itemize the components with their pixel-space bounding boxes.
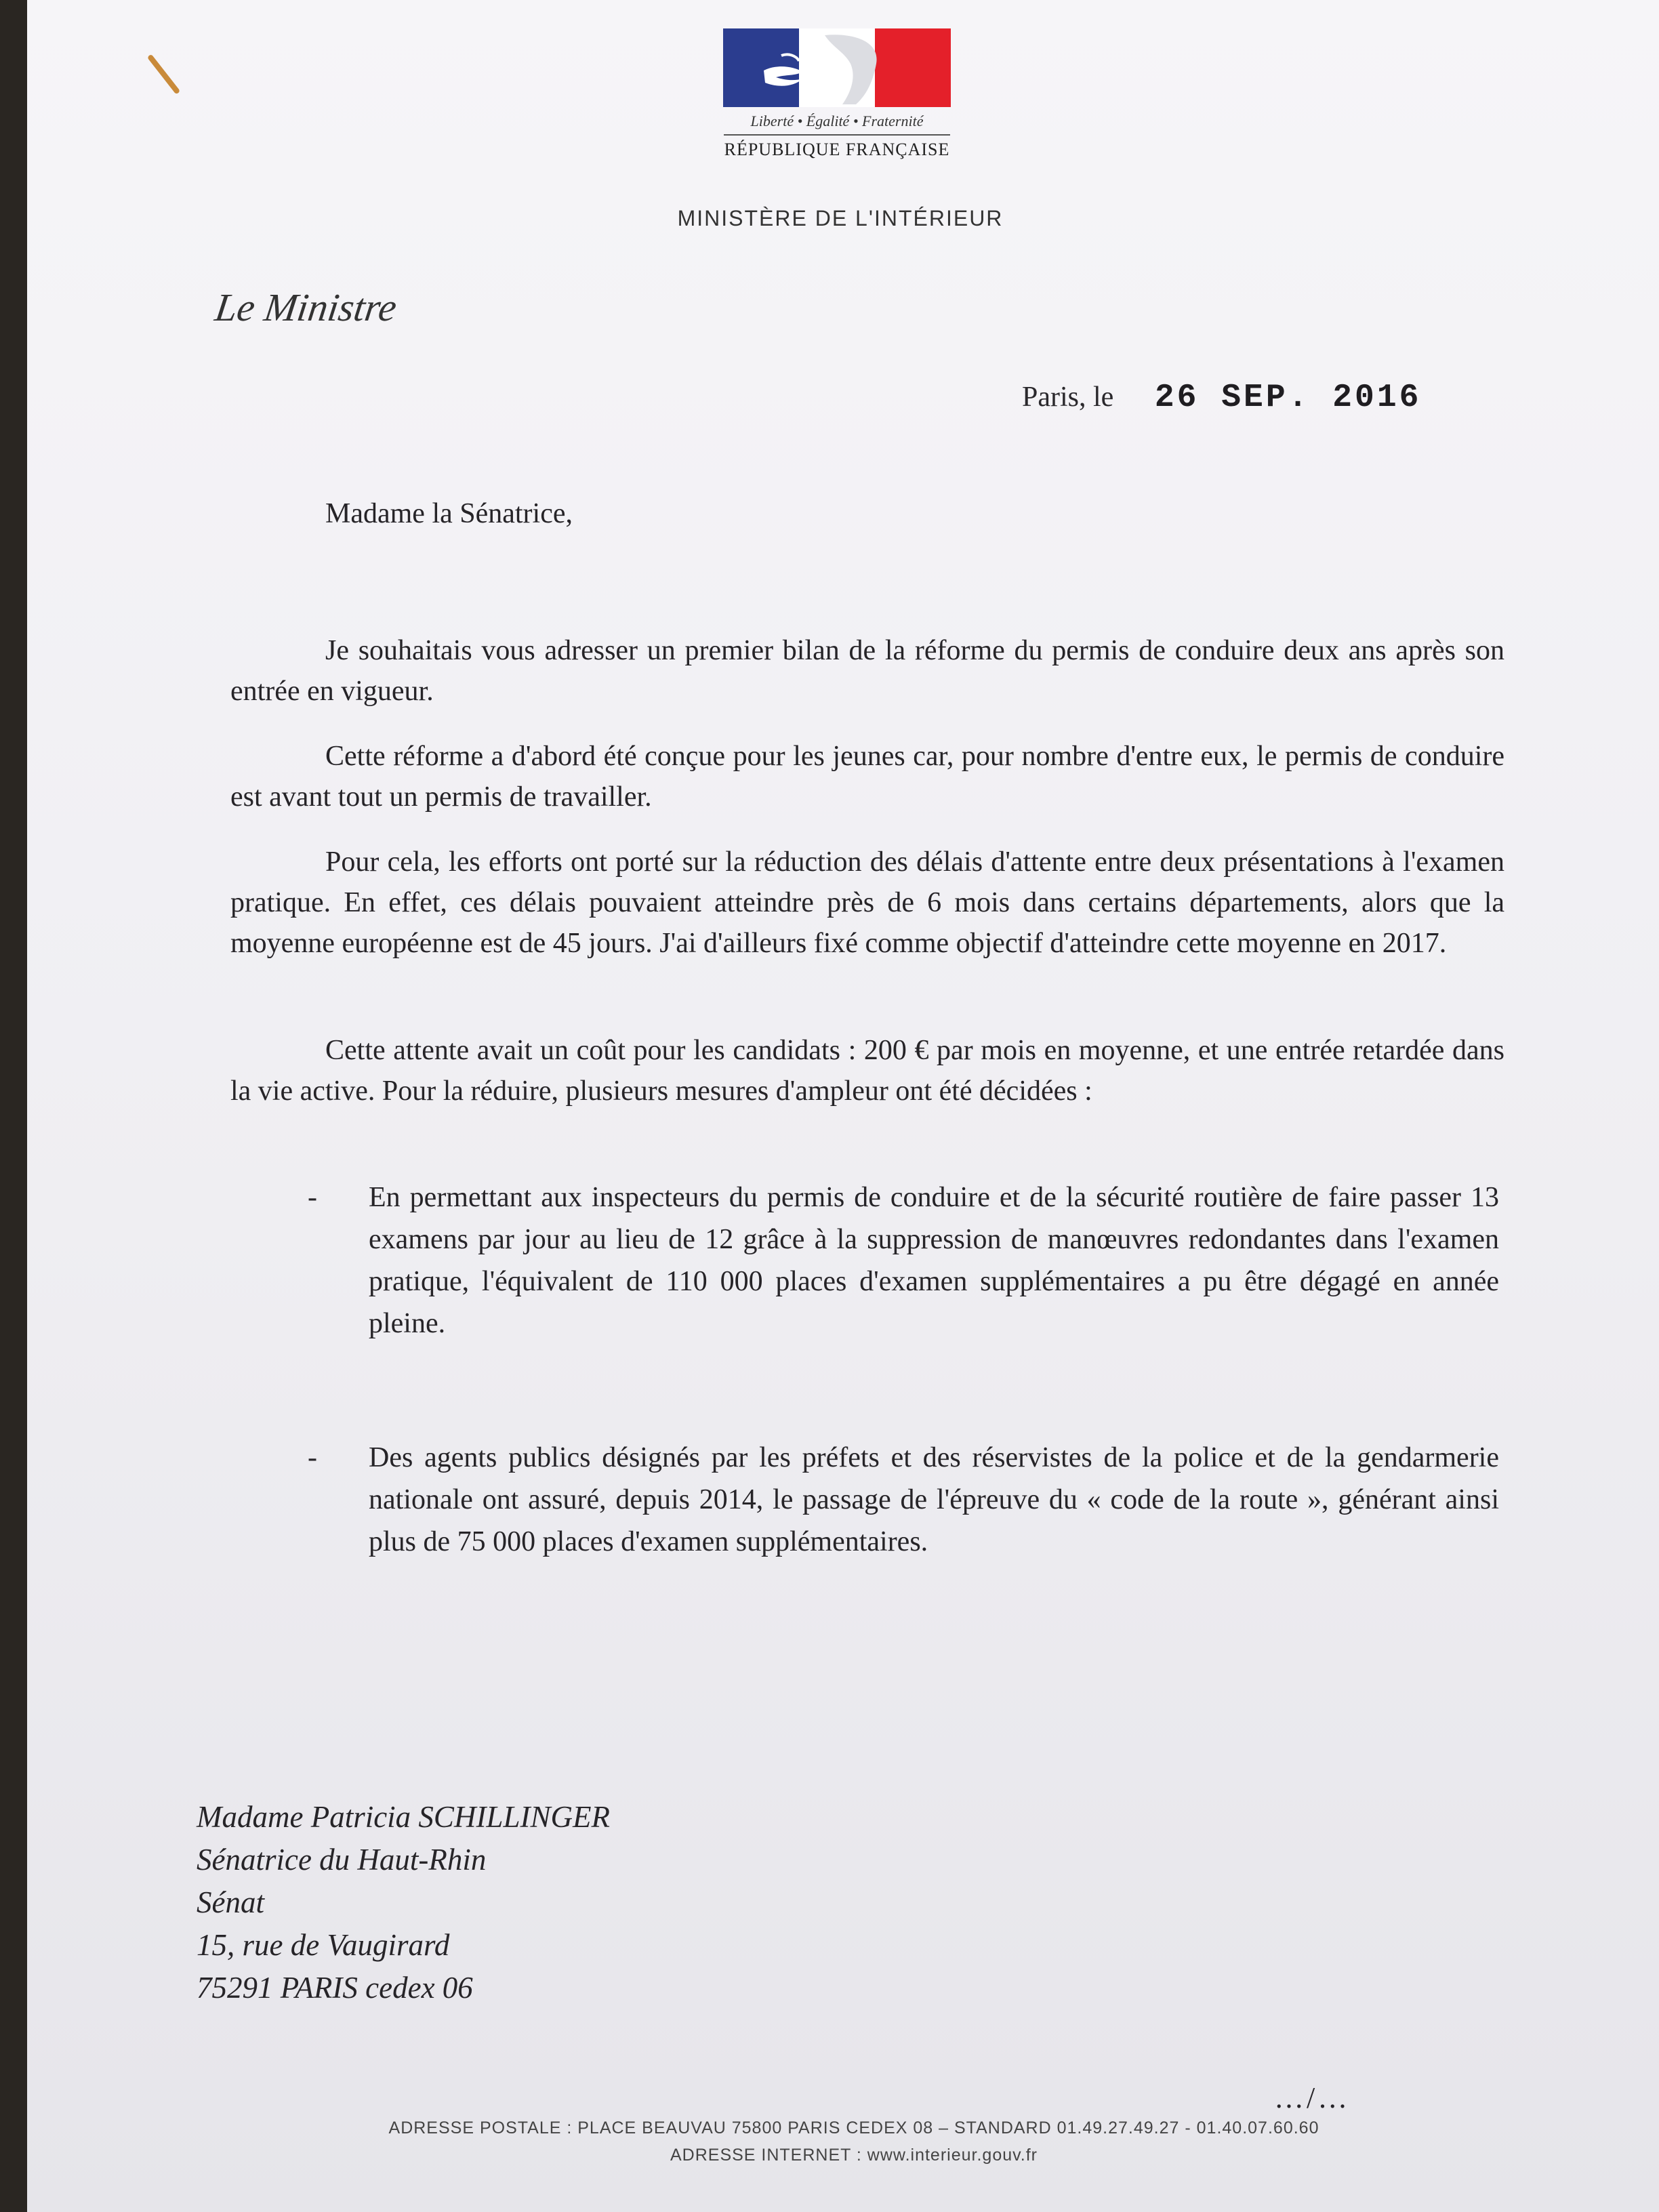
- republic-motto: Liberté • Égalité • Fraternité: [750, 112, 924, 129]
- marianne-logo: [723, 28, 951, 107]
- bullet-item-2: [308, 1437, 1499, 1563]
- recipient-institution: Sénat: [197, 1885, 264, 1919]
- date-line: [1022, 380, 1421, 416]
- date-prefix: Paris, le: [1022, 382, 1114, 413]
- paragraph-2: Cette réforme a d'abord été conçue pour les jeunes car, pour nombre d'entre eux, le permis de conduire est avant tout un permis de travailler.: [230, 741, 1504, 813]
- ministry-name: MINISTÈRE DE L'INTÉRIEUR: [677, 206, 1004, 230]
- paragraph-1: Je souhaitais vous adresser un premier bilan de la réforme du permis de conduire deux ans après son entrée en vigueur.: [230, 635, 1504, 707]
- date-stamp: 26 SEP. 2016: [1154, 380, 1422, 416]
- recipient-city: 75291 PARIS cedex 06: [197, 1971, 473, 2005]
- letter-page: [27, 0, 1659, 2212]
- continuation-mark: …/…: [1274, 2081, 1351, 2114]
- bullet-dash: -: [308, 1442, 317, 1473]
- paragraph-4: Cette attente avait un coût pour les candidats : 200 € par mois en moyenne, et une entrée retardée dans la vie active. Pour la réduire, plusieurs mesures d'ampleur ont été décidées :: [230, 1035, 1504, 1107]
- bullet-dash: -: [308, 1182, 317, 1213]
- footer-postal-address: ADRESSE POSTALE : PLACE BEAUVAU 75800 PARIS CEDEX 08 – STANDARD 01.49.27.49.27 - 01.40.07.60.60: [388, 2118, 1319, 2137]
- paragraph-3: Pour cela, les efforts ont porté sur la réduction des délais d'attente entre deux présentations à l'examen pratique. En effet, ces délais pouvaient atteindre près de 6 mois dans certains départements, alors que la moyenne européenne est de 45 jours. J'ai d'ailleurs fixé comme objectif d'atteindre cette moyenne en 2017.: [230, 846, 1504, 959]
- recipient-title: Sénatrice du Haut-Rhin: [197, 1843, 487, 1877]
- footer-website: ADRESSE INTERNET : www.interieur.gouv.fr: [670, 2146, 1038, 2165]
- staple-mark: [147, 54, 180, 95]
- bullet-text: Des agents publics désignés par les préfets et des réservistes de la police et de la gendarmerie nationale ont assuré, depuis 2014, le passage de l'épreuve du « code de la route », générant ainsi plus de 75 000 places d'examen supplémentaires.: [369, 1442, 1499, 1557]
- letterhead-divider: [724, 134, 950, 136]
- bullet-text: En permettant aux inspecteurs du permis de conduire et de la sécurité routière de faire passer 13 examens par jour au lieu de 12 grâce à la suppression de manœuvres redondantes dans l'examen pratique, l'équivalent de 110 000 places d'examen supplémentaires a pu être dégagé en année pleine.: [369, 1182, 1499, 1339]
- recipient-street: 15, rue de Vaugirard: [197, 1928, 450, 1962]
- signatory-title: Le Ministre: [212, 285, 400, 329]
- bullet-item-1: [308, 1176, 1499, 1345]
- recipient-name: Madame Patricia SCHILLINGER: [197, 1800, 610, 1834]
- recipient-address: [197, 1796, 610, 2009]
- republique-francaise: RÉPUBLIQUE FRANÇAISE: [724, 140, 950, 159]
- salutation: Madame la Sénatrice,: [325, 498, 573, 529]
